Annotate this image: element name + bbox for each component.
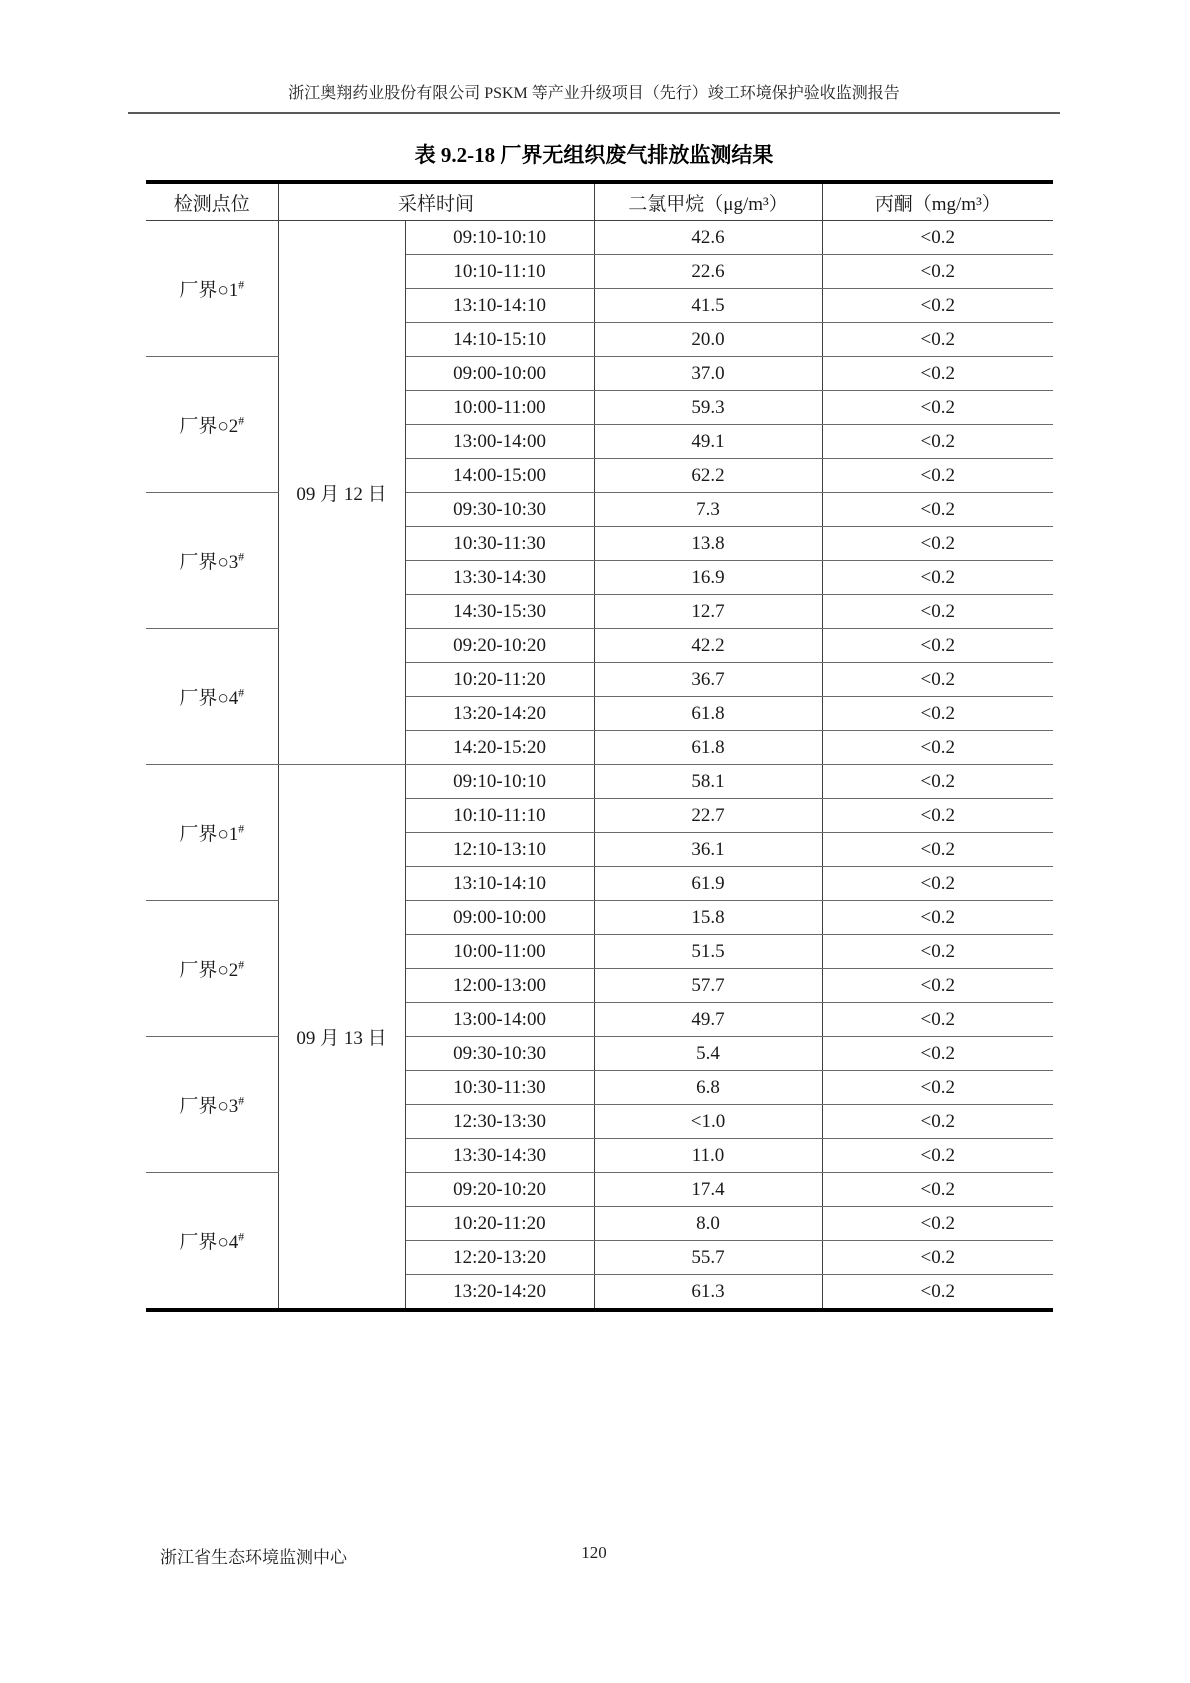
sampling-time-cell: 13:00-14:00 — [405, 1003, 594, 1037]
dichloromethane-value-cell: 41.5 — [594, 289, 822, 323]
dichloromethane-value-cell: 8.0 — [594, 1207, 822, 1241]
dichloromethane-value-cell: 51.5 — [594, 935, 822, 969]
sampling-time-cell: 14:30-15:30 — [405, 595, 594, 629]
sampling-time-cell: 13:20-14:20 — [405, 697, 594, 731]
dichloromethane-value-cell: 61.3 — [594, 1275, 822, 1311]
dichloromethane-value-cell: 13.8 — [594, 527, 822, 561]
sampling-time-cell: 10:10-11:10 — [405, 255, 594, 289]
table-title: 表 9.2-18 厂界无组织废气排放监测结果 — [414, 143, 774, 167]
monitoring-point-cell — [146, 901, 278, 1037]
sampling-time-cell: 10:30-11:30 — [405, 1071, 594, 1105]
sampling-time-cell: 09:30-10:30 — [405, 1037, 594, 1071]
acetone-value-cell: <0.2 — [822, 561, 1053, 595]
acetone-value-cell: <0.2 — [822, 629, 1053, 663]
dichloromethane-value-cell: 42.2 — [594, 629, 822, 663]
dichloromethane-value-cell: 36.7 — [594, 663, 822, 697]
monitoring-point-label: 厂界○2 — [179, 960, 239, 981]
monitoring-point-label: 厂界○1 — [179, 280, 239, 301]
monitoring-point-cell — [146, 221, 278, 357]
acetone-value-cell: <0.2 — [822, 1275, 1053, 1311]
page-footer — [128, 1543, 1060, 1567]
acetone-value-cell: <0.2 — [822, 799, 1053, 833]
dichloromethane-value-cell: 20.0 — [594, 323, 822, 357]
monitoring-point-label: 厂界○3 — [179, 552, 239, 573]
dichloromethane-value-cell: 22.6 — [594, 255, 822, 289]
sampling-time-cell: 12:30-13:30 — [405, 1105, 594, 1139]
monitoring-point-superscript: # — [238, 550, 245, 564]
dichloromethane-value-cell: 22.7 — [594, 799, 822, 833]
dichloromethane-value-cell: 11.0 — [594, 1139, 822, 1173]
sampling-time-cell: 09:30-10:30 — [405, 493, 594, 527]
acetone-value-cell: <0.2 — [822, 289, 1053, 323]
acetone-value-cell: <0.2 — [822, 765, 1053, 799]
table-row — [146, 221, 1053, 255]
sampling-time-cell: 10:20-11:20 — [405, 663, 594, 697]
dichloromethane-value-cell: 58.1 — [594, 765, 822, 799]
sampling-time-cell: 12:00-13:00 — [405, 969, 594, 1003]
monitoring-point-superscript: # — [238, 1094, 245, 1108]
dichloromethane-value-cell: 5.4 — [594, 1037, 822, 1071]
dichloromethane-value-cell: 16.9 — [594, 561, 822, 595]
acetone-value-cell: <0.2 — [822, 527, 1053, 561]
monitoring-point-label: 厂界○4 — [179, 688, 239, 709]
acetone-value-cell: <0.2 — [822, 969, 1053, 1003]
sampling-time-cell: 10:20-11:20 — [405, 1207, 594, 1241]
acetone-value-cell: <0.2 — [822, 1173, 1053, 1207]
monitoring-point-superscript: # — [238, 686, 245, 700]
monitoring-point-label: 厂界○1 — [179, 824, 239, 845]
running-header — [128, 84, 1060, 114]
dichloromethane-value-cell: 61.8 — [594, 731, 822, 765]
monitoring-point-superscript: # — [238, 414, 245, 428]
acetone-value-cell: <0.2 — [822, 459, 1053, 493]
column-header-acetone: 丙酮（mg/m³） — [822, 182, 1053, 221]
monitoring-point-cell — [146, 493, 278, 629]
sampling-time-cell: 09:00-10:00 — [405, 901, 594, 935]
acetone-value-cell: <0.2 — [822, 425, 1053, 459]
acetone-value-cell: <0.2 — [822, 493, 1053, 527]
dichloromethane-value-cell: 17.4 — [594, 1173, 822, 1207]
sampling-time-cell: 12:20-13:20 — [405, 1241, 594, 1275]
sampling-time-cell: 10:30-11:30 — [405, 527, 594, 561]
acetone-value-cell: <0.2 — [822, 935, 1053, 969]
sampling-time-cell: 13:30-14:30 — [405, 561, 594, 595]
dichloromethane-value-cell: 49.7 — [594, 1003, 822, 1037]
sampling-time-cell: 14:20-15:20 — [405, 731, 594, 765]
acetone-value-cell: <0.2 — [822, 255, 1053, 289]
acetone-value-cell: <0.2 — [822, 1071, 1053, 1105]
acetone-value-cell: <0.2 — [822, 867, 1053, 901]
monitoring-point-superscript: # — [238, 278, 245, 292]
monitoring-point-cell — [146, 357, 278, 493]
dichloromethane-value-cell: 12.7 — [594, 595, 822, 629]
dichloromethane-value-cell: <1.0 — [594, 1105, 822, 1139]
sampling-date-cell: 09 月 13 日 — [278, 765, 405, 1311]
sampling-time-cell: 10:00-11:00 — [405, 391, 594, 425]
sampling-time-cell: 13:00-14:00 — [405, 425, 594, 459]
dichloromethane-value-cell: 36.1 — [594, 833, 822, 867]
acetone-value-cell: <0.2 — [822, 901, 1053, 935]
dichloromethane-value-cell: 15.8 — [594, 901, 822, 935]
table-header-row — [146, 182, 1053, 221]
monitoring-point-label: 厂界○4 — [179, 1232, 239, 1253]
sampling-time-cell: 10:10-11:10 — [405, 799, 594, 833]
acetone-value-cell: <0.2 — [822, 1207, 1053, 1241]
dichloromethane-value-cell: 62.2 — [594, 459, 822, 493]
sampling-time-cell: 14:00-15:00 — [405, 459, 594, 493]
dichloromethane-value-cell: 57.7 — [594, 969, 822, 1003]
sampling-time-cell: 10:00-11:00 — [405, 935, 594, 969]
dichloromethane-value-cell: 49.1 — [594, 425, 822, 459]
acetone-value-cell: <0.2 — [822, 357, 1053, 391]
monitoring-results-table — [146, 180, 1053, 1312]
acetone-value-cell: <0.2 — [822, 833, 1053, 867]
footer-organization: 浙江省生态环境监测中心 — [160, 1548, 347, 1567]
acetone-value-cell: <0.2 — [822, 595, 1053, 629]
acetone-value-cell: <0.2 — [822, 1105, 1053, 1139]
sampling-time-cell: 13:10-14:10 — [405, 867, 594, 901]
acetone-value-cell: <0.2 — [822, 1003, 1053, 1037]
dichloromethane-value-cell: 55.7 — [594, 1241, 822, 1275]
acetone-value-cell: <0.2 — [822, 663, 1053, 697]
running-header-text: 浙江奥翔药业股份有限公司 PSKM 等产业升级项目（先行）竣工环境保护验收监测报告 — [288, 85, 900, 102]
acetone-value-cell: <0.2 — [822, 323, 1053, 357]
table-row — [146, 765, 1053, 799]
dichloromethane-value-cell: 7.3 — [594, 493, 822, 527]
dichloromethane-value-cell: 42.6 — [594, 221, 822, 255]
dichloromethane-value-cell: 61.9 — [594, 867, 822, 901]
sampling-time-cell: 09:00-10:00 — [405, 357, 594, 391]
dichloromethane-value-cell: 6.8 — [594, 1071, 822, 1105]
sampling-time-cell: 09:20-10:20 — [405, 1173, 594, 1207]
sampling-time-cell: 09:10-10:10 — [405, 221, 594, 255]
monitoring-point-cell — [146, 1037, 278, 1173]
sampling-time-cell: 13:10-14:10 — [405, 289, 594, 323]
monitoring-point-label: 厂界○3 — [179, 1096, 239, 1117]
column-header-sampling-time: 采样时间 — [278, 182, 594, 221]
acetone-value-cell: <0.2 — [822, 1037, 1053, 1071]
monitoring-point-superscript: # — [238, 822, 245, 836]
sampling-time-cell: 13:30-14:30 — [405, 1139, 594, 1173]
page-number: 120 — [581, 1543, 607, 1562]
monitoring-point-label: 厂界○2 — [179, 416, 239, 437]
acetone-value-cell: <0.2 — [822, 1241, 1053, 1275]
column-header-monitoring-point: 检测点位 — [146, 182, 278, 221]
monitoring-point-cell — [146, 765, 278, 901]
monitoring-point-cell — [146, 629, 278, 765]
dichloromethane-value-cell: 59.3 — [594, 391, 822, 425]
column-header-dichloromethane: 二氯甲烷（μg/m³） — [594, 182, 822, 221]
dichloromethane-value-cell: 61.8 — [594, 697, 822, 731]
acetone-value-cell: <0.2 — [822, 731, 1053, 765]
monitoring-point-superscript: # — [238, 1230, 245, 1244]
monitoring-point-superscript: # — [238, 958, 245, 972]
sampling-time-cell: 12:10-13:10 — [405, 833, 594, 867]
sampling-time-cell: 13:20-14:20 — [405, 1275, 594, 1311]
sampling-time-cell: 09:20-10:20 — [405, 629, 594, 663]
acetone-value-cell: <0.2 — [822, 1139, 1053, 1173]
monitoring-point-cell — [146, 1173, 278, 1311]
sampling-time-cell: 14:10-15:10 — [405, 323, 594, 357]
sampling-date-cell: 09 月 12 日 — [278, 221, 405, 765]
acetone-value-cell: <0.2 — [822, 391, 1053, 425]
dichloromethane-value-cell: 37.0 — [594, 357, 822, 391]
sampling-time-cell: 09:10-10:10 — [405, 765, 594, 799]
acetone-value-cell: <0.2 — [822, 697, 1053, 731]
acetone-value-cell: <0.2 — [822, 221, 1053, 255]
